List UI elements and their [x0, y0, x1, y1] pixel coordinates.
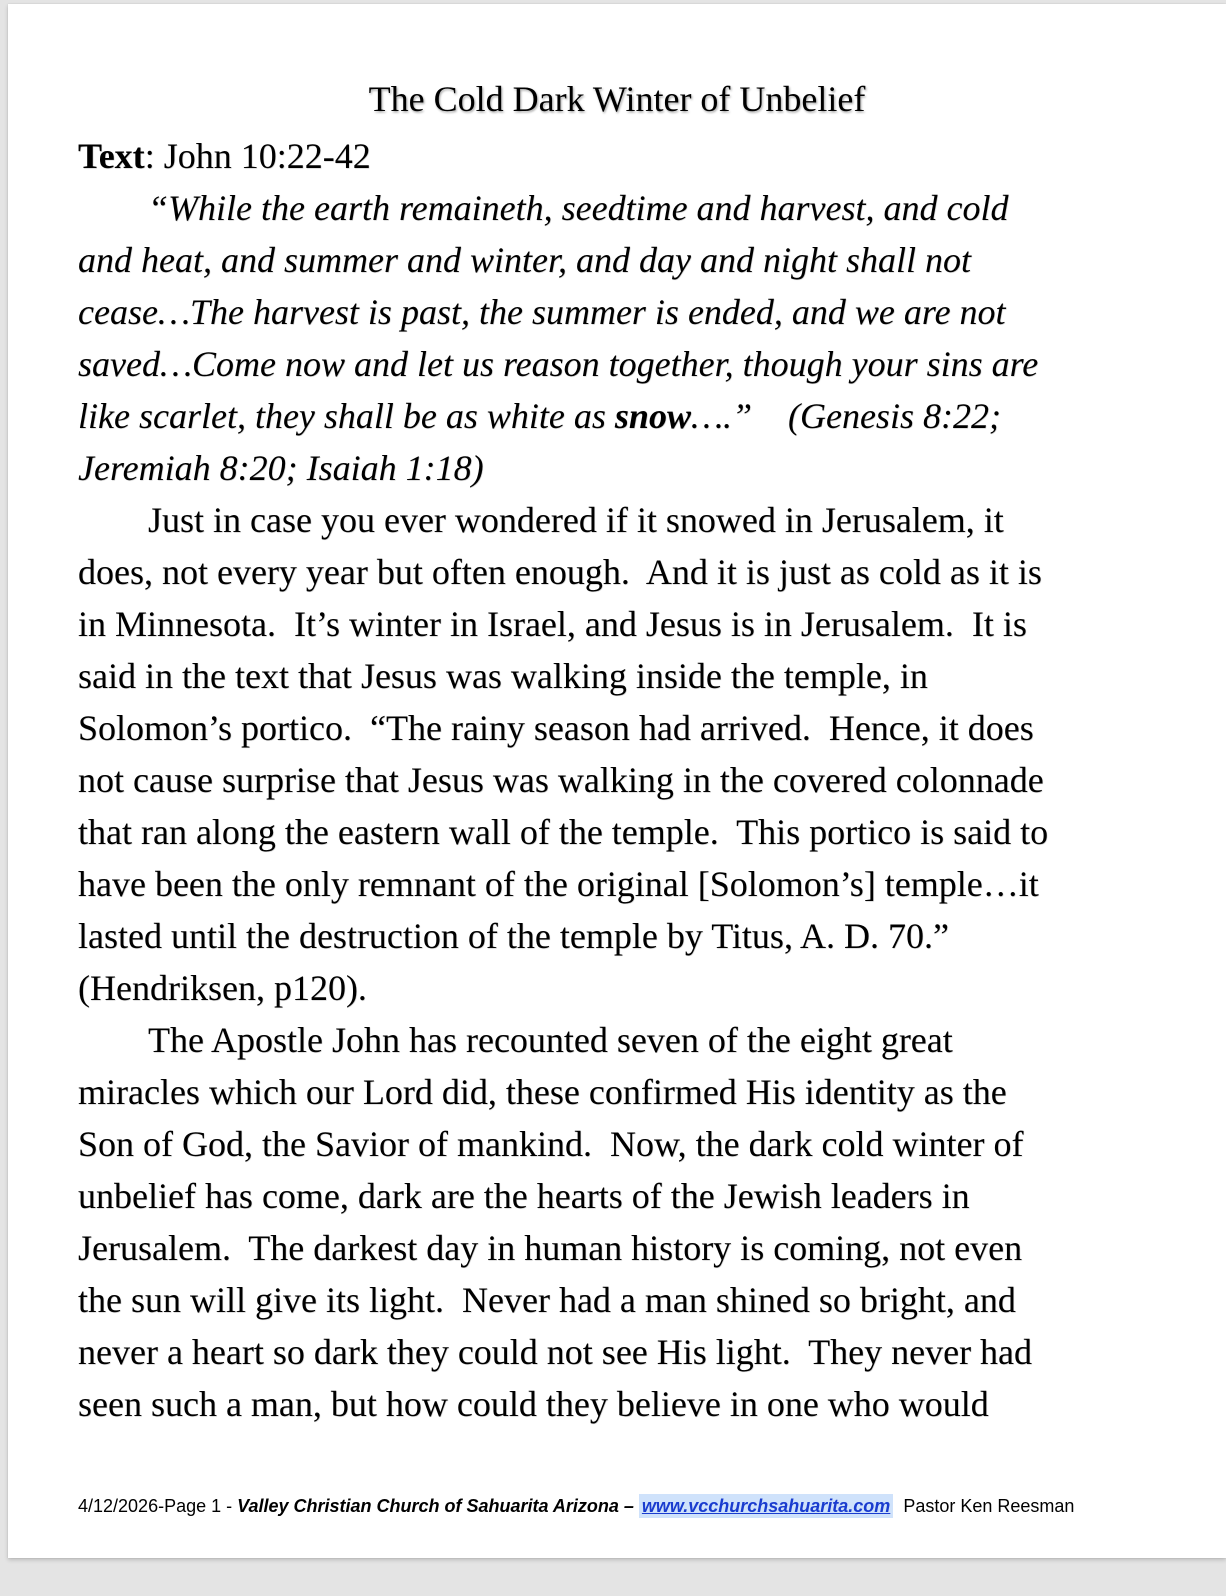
epigraph-text: like scarlet, they shall be as white as [78, 396, 615, 436]
paragraph-2-line: unbelief has come, dark are the hearts of the Jewish leaders in [78, 1176, 970, 1216]
sermon-title: The Cold Dark Winter of Unbelief [368, 79, 866, 119]
footer-pastor: Pastor Ken Reesman [893, 1496, 1075, 1516]
paragraph-2-line: The Apostle John has recounted seven of the eight great [148, 1020, 953, 1060]
epigraph-line: and heat, and summer and winter, and day and night shall not [78, 240, 971, 280]
epigraph-line: “While the earth remaineth, seedtime and harvest, and cold [148, 188, 1009, 228]
paragraph-2-line: Son of God, the Savior of mankind. Now, the dark cold winter of [78, 1124, 1024, 1164]
footer-website-link[interactable]: www.vcchurchsahuarita.com [639, 1494, 893, 1518]
paragraph-2-line: seen such a man, but how could they believe in one who would [78, 1384, 989, 1424]
paragraph-1-line: (Hendriksen, p120). [78, 968, 367, 1008]
text-reference-label: Text [78, 136, 145, 176]
epigraph-line: saved…Come now and let us reason together, though your sins are [78, 344, 1039, 384]
text-reference [78, 130, 371, 182]
epigraph-line: cease…The harvest is past, the summer is ended, and we are not [78, 292, 1006, 332]
epigraph-emphasis-snow: snow [614, 396, 691, 436]
paragraph-2-line: Jerusalem. The darkest day in human history is coming, not even [78, 1228, 1023, 1268]
paragraph-1-line: lasted until the destruction of the temple by Titus, A. D. 70.” [78, 916, 949, 956]
paragraph-1-line: said in the text that Jesus was walking inside the temple, in [78, 656, 928, 696]
document-page [8, 4, 1226, 1558]
epigraph-line [78, 390, 1001, 442]
text-reference-separator: : [144, 136, 164, 176]
paragraph-1-line: in Minnesota. It’s winter in Israel, and Jesus is in Jerusalem. It is [78, 604, 1027, 644]
paragraph-1-line: that ran along the eastern wall of the temple. This portico is said to [78, 812, 1049, 852]
paragraph-2-line: never a heart so dark they could not see His light. They never had [78, 1332, 1033, 1372]
page-footer [78, 1492, 1074, 1520]
paragraph-1-line: not cause surprise that Jesus was walking in the covered colonnade [78, 760, 1044, 800]
epigraph-citation: ….” (Genesis 8:22; [690, 396, 1001, 436]
text-reference-value: John 10:22-42 [163, 136, 371, 176]
footer-date-page: 4/12/2026-Page 1 - [78, 1496, 238, 1516]
paragraph-2-line: the sun will give its light. Never had a man shined so bright, and [78, 1280, 1016, 1320]
paragraph-1-line: Just in case you ever wondered if it snowed in Jerusalem, it [148, 500, 1004, 540]
paragraph-2-line: miracles which our Lord did, these confirmed His identity as the [78, 1072, 1007, 1112]
paragraph-1-line: does, not every year but often enough. And it is just as cold as it is [78, 552, 1042, 592]
epigraph-citation-line: Jeremiah 8:20; Isaiah 1:18) [78, 448, 484, 488]
paragraph-1-line: have been the only remnant of the original [Solomon’s] temple…it [78, 864, 1039, 904]
footer-church-name: Valley Christian Church of Sahuarita Arizona – [237, 1496, 639, 1516]
paragraph-1-line: Solomon’s portico. “The rainy season had arrived. Hence, it does [78, 708, 1034, 748]
